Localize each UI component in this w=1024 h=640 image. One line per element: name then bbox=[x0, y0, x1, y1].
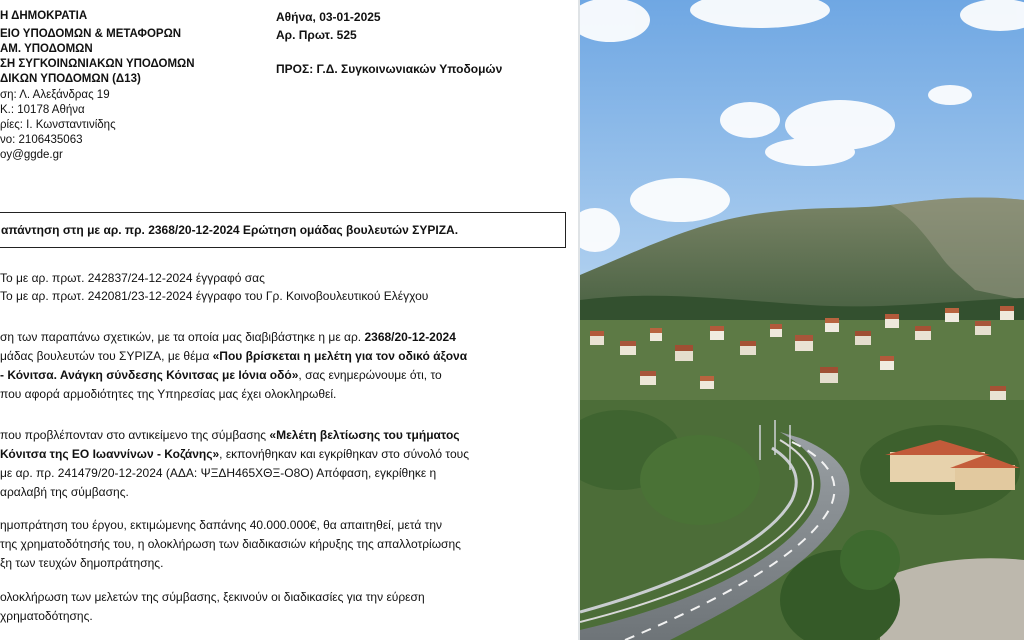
contact-person: ρίες: Ι. Κωνσταντινίδης bbox=[0, 119, 116, 131]
ministry-header-line-2: ΕΙΟ ΥΠΟΔΟΜΩΝ & ΜΕΤΑΦΟΡΩΝ bbox=[0, 28, 182, 40]
mountain-town-road-photo bbox=[580, 0, 1024, 640]
para1-line-3: - Κόνιτσα. Ανάγκη σύνδεσης Κόνιτσας με Ιόνια οδό», σας ενημερώνουμε ότι, το bbox=[0, 368, 442, 382]
contact-postcode: Κ.: 10178 Αθήνα bbox=[0, 104, 85, 116]
letter-subject: απάντηση στη με αρ. πρ. 2368/20-12-2024 Ερώτηση ομάδας βουλευτών ΣΥΡΙΖΑ. bbox=[1, 223, 459, 237]
para2-line-4: αραλαβή της σύμβασης. bbox=[0, 485, 129, 499]
para4-line-1: ολοκλήρωση των μελετών της σύμβασης, ξεκινούν οι διαδικασίες για την εύρεση bbox=[0, 590, 425, 604]
para1-line-2: μάδας βουλευτών του ΣΥΡΙΖΑ, με θέμα «Που βρίσκεται η μελέτη για τον οδικό άξονα bbox=[0, 349, 468, 363]
ministry-header-line-4: ΣΗ ΣΥΓΚΟΙΝΩΝΙΑΚΩΝ ΥΠΟΔΟΜΩΝ bbox=[0, 58, 195, 70]
reference-2: Το με αρ. πρωτ. 242081/23-12-2024 έγγραφο του Γρ. Κοινοβουλευτικού Ελέγχου bbox=[0, 289, 429, 303]
ministry-header-line-3: ΑΜ. ΥΠΟΔΟΜΩΝ bbox=[0, 43, 93, 55]
contact-phone: νο: 2106435063 bbox=[0, 134, 83, 146]
letter-date: Αθήνα, 03-01-2025 bbox=[276, 10, 381, 24]
para1-line-1: ση των παραπάνω σχετικών, με τα οποία μας διαβιβάστηκε η με αρ. 2368/20-12-2024 bbox=[0, 330, 456, 344]
subject-box bbox=[0, 212, 566, 248]
ministry-header-line-1: Η ΔΗΜΟΚΡΑΤΙΑ bbox=[0, 10, 88, 22]
para2-line-1: που προβλέπονταν στο αντικείμενο της σύμβασης «Μελέτη βελτίωσης του τμήματος bbox=[0, 428, 460, 442]
para2-line-3: με αρ. πρ. 241479/20-12-2024 (ΑΔΑ: ΨΞΔΗ465ΧΘΞ-Ο8Ο) Απόφαση, εγκρίθηκε η bbox=[0, 466, 437, 480]
para2-line-2: Κόνιτσα της ΕΟ Ιωαννίνων - Κοζάνης», εκπονήθηκαν και εγκρίθηκαν στο σύνολό τους bbox=[0, 447, 470, 461]
contact-address: ση: Λ. Αλεξάνδρας 19 bbox=[0, 89, 110, 101]
para1-line-4: που αφορά αρμοδιότητες της Υπηρεσίας μας έχει ολοκληρωθεί. bbox=[0, 387, 337, 401]
letter-protocol-number: Αρ. Πρωτ. 525 bbox=[276, 28, 357, 42]
para3-line-1: ημοπράτηση του έργου, εκτιμώμενης δαπάνης 40.000.000€, θα απαιτηθεί, μετά την bbox=[0, 518, 443, 532]
para4-line-2: χρηματοδότησης. bbox=[0, 609, 93, 623]
ministry-header-line-5: ΔΙΚΩΝ ΥΠΟΔΟΜΩΝ (Δ13) bbox=[0, 73, 141, 85]
letter-recipient: ΠΡΟΣ: Γ.Δ. Συγκοινωνιακών Υποδομών bbox=[276, 62, 503, 76]
contact-email: oy@ggde.gr bbox=[0, 149, 63, 161]
para3-line-3: ξη των τευχών δημοπράτησης. bbox=[0, 556, 164, 570]
reference-1: Το με αρ. πρωτ. 242837/24-12-2024 έγγραφό σας bbox=[0, 271, 265, 285]
para3-line-2: της χρηματοδότησής του, η ολοκλήρωση των διαδικασιών κήρυξης της απαλλοτρίωσης bbox=[0, 537, 461, 551]
